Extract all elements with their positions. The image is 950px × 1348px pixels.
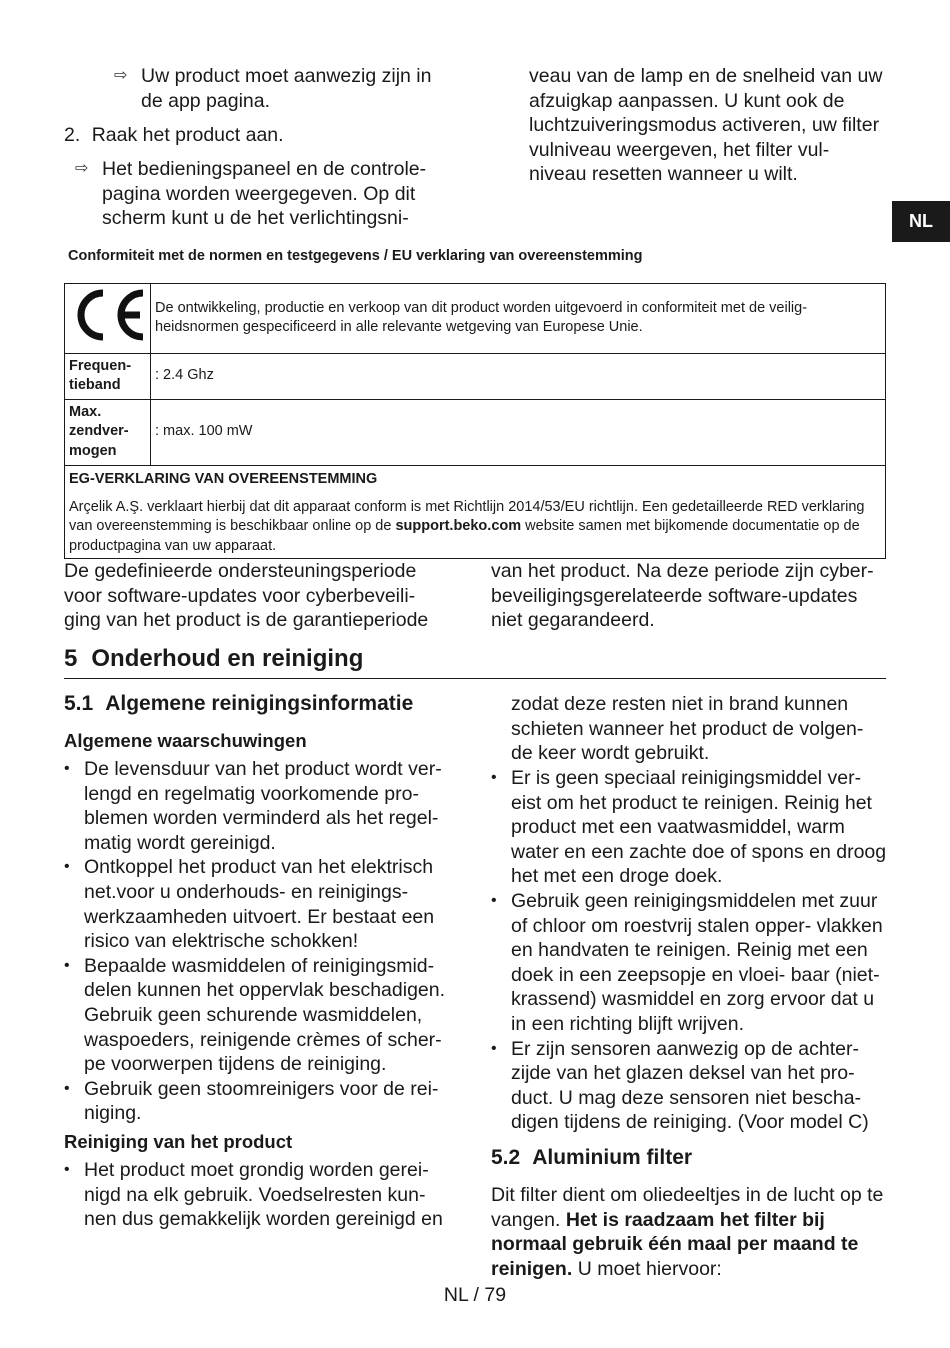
top-right-paragraph: veau van de lamp en de snelheid van uw afzuigkap aanpassen. U kunt ook de luchtzuiveringsmodus activeren, uw filter vulniveau weergeven, het filter vul- niveau resetten wanneer u wilt. (529, 65, 883, 186)
declaration-title-row (65, 465, 886, 494)
list-item: • De levensduur van het product wordt ver- lengd en regelmatig voorkomende pro- blemen worden verminderd als het regel- matig wordt gereinigd. (64, 757, 461, 855)
list-item: • Er is geen speciaal reinigingsmiddel ver- eist om het product te reinigen. Reinig het product met een vaatwasmiddel, warm water en een zachte doe of spons en droog het met een droge doek. (491, 766, 891, 889)
cleaning-continuation: zodat deze resten niet in brand kunnen schieten wanneer het product de volgen- de keer wordt gebruikt. (511, 693, 864, 765)
cleaning-list-left (64, 1158, 461, 1232)
result-text-2: Het bedieningspaneel en de controle- pagina worden weergegeven. Op dit scherm kunt u de het verlichtingsni- (102, 158, 427, 230)
conformity-table (64, 283, 886, 559)
declaration-text-part-1: Arçelik A.Ş. verklaart hierbij dat dit apparaat conform is met Richtlijn 2014/53/EU richtlijn. Een gedetailleerde RED verklaring van overeenstemming is beschikbaar online op de (69, 498, 865, 534)
filter-text-bold: Het is raadzaam het filter bij normaal gebruik één maal per maand te reinigen. (491, 1208, 859, 1280)
list-item: • Gebruik geen reinigingsmiddelen met zuur of chloor om roestvrij stalen opper- vlakken en handvaten te reinigen. Reinig met een doek in een zeepsopje en vloei- baar (niet-krassend) wasmiddel en zorg ervoor dat u in een richting blijft wrijven. (491, 889, 891, 1037)
declaration-text-part-2: website samen met bijkomende documentatie op de productpagina van uw apparaat. (69, 518, 860, 554)
ce-text: De ontwikkeling, productie en verkoop van dit product worden uitgevoerd in conformiteit met de veilig- heidsnormen gespecificeerd in alle relevante wetgeving van Europese Unie. (151, 284, 886, 354)
section-5-2-number: 5.2 (491, 1146, 521, 1169)
result-line-2 (75, 157, 455, 231)
frequency-label: Frequen- tieband (65, 353, 151, 399)
ce-mark-cell (65, 284, 151, 354)
power-value: : max. 100 mW (151, 399, 886, 465)
step-number: 2. (64, 124, 81, 146)
section-5-1-heading (64, 692, 413, 716)
cleaning-heading: Reiniging van het product (64, 1131, 293, 1152)
section-5-number: 5 (64, 645, 78, 672)
ce-mark-icon (67, 284, 149, 346)
support-link[interactable]: support.beko.com (395, 518, 522, 534)
list-item: • Gebruik geen stoomreinigers voor de rei- niging. (64, 1077, 461, 1126)
section-5-2-heading (491, 1146, 692, 1170)
conformity-title: Conformiteit met de normen en testgegevens / EU verklaring van overeenstemming (68, 248, 643, 264)
step-2 (64, 123, 464, 148)
section-5-heading (64, 645, 363, 673)
list-item: • Bepaalde wasmiddelen of reinigingsmid- delen kunnen het oppervlak beschadigen. Gebruik geen schurende wasmiddelen, waspoeders, reinigende crèmes of scher- pe voorwerpen tijdens de reiniging. (64, 954, 461, 1077)
support-left-paragraph: De gedefinieerde ondersteuningsperiode voor software-updates voor cyberbeveili- ging van het product is de garantieperiode (64, 560, 429, 632)
filter-paragraph (491, 1183, 889, 1281)
section-5-1-number: 5.1 (64, 692, 94, 715)
ce-row (65, 284, 886, 354)
step-text: Raak het product aan. (91, 124, 284, 146)
declaration-title: EG-VERKLARING VAN OVEREENSTEMMING (65, 465, 886, 494)
frequency-value: : 2.4 Ghz (151, 353, 886, 399)
result-arrow-icon: ⇨ (75, 160, 89, 177)
list-item: • Er zijn sensoren aanwezig op de achter- zijde van het glazen deksel van het pro- duct. U mag deze sensoren niet bescha- digen tijdens de reiniging. (Voor model C) (491, 1037, 891, 1135)
frequency-row (65, 353, 886, 399)
section-5-2-title: Aluminium filter (532, 1146, 693, 1169)
result-line-1 (114, 64, 454, 113)
page-number: NL / 79 (443, 1284, 507, 1306)
power-row (65, 399, 886, 465)
warnings-list (64, 757, 461, 1126)
cleaning-list-right (491, 766, 891, 1135)
declaration-text-row (65, 494, 886, 559)
section-5-1-title: Algemene reinigingsinformatie (105, 692, 414, 715)
support-right-paragraph: van het product. Na deze periode zijn cyber- beveiligingsgerelateerde software-updates niet gegarandeerd. (491, 560, 874, 632)
declaration-text (65, 494, 886, 559)
list-item: • Het product moet grondig worden gerei- nigd na elk gebruik. Voedselresten kun- nen dus gemakkelijk worden gereinigd en (64, 1158, 461, 1232)
result-arrow-icon: ⇨ (114, 67, 128, 84)
filter-text-2: U moet hiervoor: (577, 1257, 722, 1280)
section-rule (64, 678, 886, 679)
section-5-title: Onderhoud en reiniging (91, 645, 364, 672)
filter-text-1: Dit filter dient om oliedeeltjes in de lucht op te vangen. (491, 1184, 884, 1231)
power-label: Max. zendver- mogen (65, 399, 151, 465)
language-tab: NL (892, 201, 950, 242)
warnings-heading: Algemene waarschuwingen (64, 730, 307, 751)
result-text-1: Uw product moet aanwezig zijn in de app pagina. (141, 65, 432, 112)
list-item: • Ontkoppel het product van het elektrisch net.voor u onderhouds- en reinigings- werkzaamheden uitvoert. Er bestaat een risico van elektrische schokken! (64, 855, 461, 953)
